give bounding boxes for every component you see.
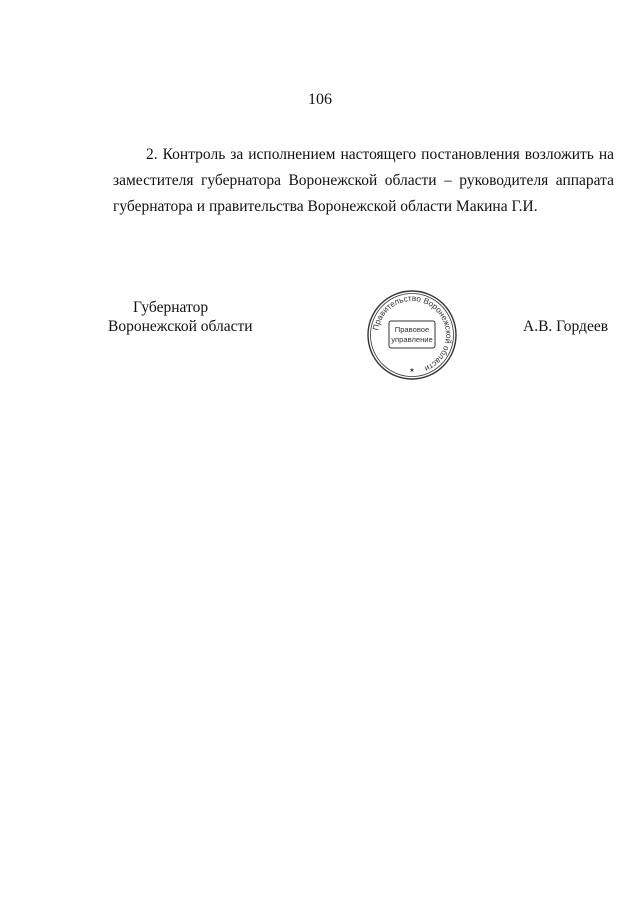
- paragraph-line: заместителя губернатора Воронежской области – руководителя аппарата: [113, 172, 614, 189]
- page-number: 106: [308, 91, 332, 108]
- control-paragraph: [113, 142, 614, 220]
- seal-ring-text: Правительство Воронежской области: [371, 293, 454, 374]
- seal-center-line2: управление: [391, 335, 433, 344]
- star-icon: ★: [409, 368, 415, 374]
- paragraph-line: 2. Контроль за исполнением настоящего постановления возложить на: [146, 146, 614, 163]
- signer-region: Воронежской области: [108, 318, 253, 335]
- signer-title: Губернатор: [133, 299, 209, 316]
- official-seal-stamp: [365, 288, 459, 382]
- signer-position: [108, 298, 253, 336]
- paragraph-line: губернатора и правительства Воронежской области Макина Г.И.: [113, 198, 538, 215]
- signer-name: А.В. Гордеев: [523, 318, 609, 335]
- seal-graphic: [365, 288, 459, 382]
- seal-center-line1: Правовое: [394, 325, 430, 334]
